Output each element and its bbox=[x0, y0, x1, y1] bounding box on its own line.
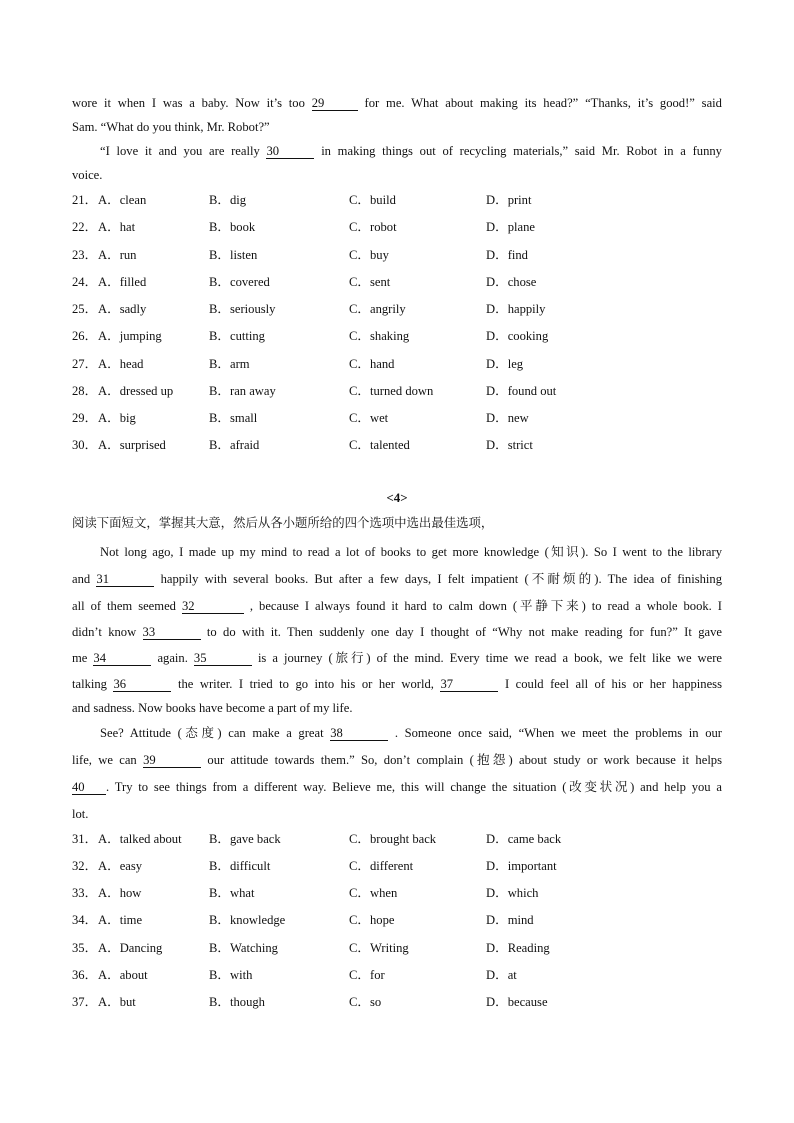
passage-line bbox=[72, 94, 722, 112]
answer-blank-29: 29 bbox=[312, 96, 358, 111]
option-text: D．plane bbox=[486, 220, 535, 234]
option-text: C．Writing bbox=[349, 941, 409, 955]
passage-text: See? Attitude (态度) can make a great bbox=[100, 726, 324, 740]
question-row bbox=[72, 830, 722, 848]
option-text: B．afraid bbox=[209, 438, 260, 452]
option-text: B．cutting bbox=[209, 329, 265, 343]
passage-text: to do with it. Then suddenly one day I thought of “Why not make reading for fun?” It gave bbox=[206, 625, 722, 639]
question-row bbox=[72, 355, 722, 373]
option-text: D．came back bbox=[486, 832, 562, 846]
option-text: C．wet bbox=[349, 411, 389, 425]
option-text: B．difficult bbox=[209, 859, 271, 873]
option-text: 27． bbox=[72, 357, 98, 371]
option-text: D．print bbox=[486, 193, 532, 207]
option-text: A．big bbox=[98, 411, 136, 425]
option-text: C．when bbox=[349, 886, 398, 900]
passage-line bbox=[72, 649, 722, 667]
question-row bbox=[72, 327, 722, 345]
option-text: D．chose bbox=[486, 275, 537, 289]
option-text: D．mind bbox=[486, 913, 534, 927]
answer-blank-31: 31 bbox=[96, 572, 154, 587]
question-row bbox=[72, 382, 722, 400]
question-row bbox=[72, 273, 722, 291]
option-text: A．easy bbox=[98, 859, 143, 873]
option-text: A．Dancing bbox=[98, 941, 163, 955]
answer-blank-38: 38 bbox=[330, 726, 388, 741]
option-text: A．filled bbox=[98, 275, 147, 289]
option-text: C．shaking bbox=[349, 329, 410, 343]
option-text: D．happily bbox=[486, 302, 546, 316]
option-text: 32． bbox=[72, 859, 98, 873]
passage-line bbox=[72, 675, 722, 693]
passage-line: voice. bbox=[72, 168, 103, 182]
option-text: B．seriously bbox=[209, 302, 276, 316]
option-text: C．turned down bbox=[349, 384, 434, 398]
passage-line bbox=[100, 142, 722, 160]
question-row bbox=[72, 191, 722, 209]
option-text: 23． bbox=[72, 248, 98, 262]
option-text: A．run bbox=[98, 248, 137, 262]
option-text: A．jumping bbox=[98, 329, 162, 343]
passage-line: Not long ago, I made up my mind to read a lot of books to get more knowledge (知识). So I went to the library bbox=[100, 545, 722, 559]
option-text: C．hope bbox=[349, 913, 395, 927]
option-text: 24． bbox=[72, 275, 98, 289]
passage-text: for me. What about making its head?” “Thanks, it’s good!” said bbox=[364, 96, 722, 110]
question-row bbox=[72, 218, 722, 236]
option-text: C．hand bbox=[349, 357, 395, 371]
option-text: D．because bbox=[486, 995, 548, 1009]
passage-text: the writer. I tried to go into his or her world, bbox=[177, 677, 434, 691]
question-row bbox=[72, 884, 722, 902]
option-text: A．how bbox=[98, 886, 142, 900]
option-text: B．covered bbox=[209, 275, 270, 289]
question-row bbox=[72, 939, 722, 957]
option-text: C．for bbox=[349, 968, 385, 982]
option-text: D．Reading bbox=[486, 941, 550, 955]
question-row bbox=[72, 857, 722, 875]
passage-line bbox=[100, 724, 722, 742]
option-text: B．with bbox=[209, 968, 253, 982]
passage-text: . Try to see things from a different way. Believe me, this will change the situation (改变状况) and help you a bbox=[106, 780, 722, 794]
option-text: 31． bbox=[72, 832, 98, 846]
option-text: D．find bbox=[486, 248, 528, 262]
option-text: A．about bbox=[98, 968, 148, 982]
option-text: C．so bbox=[349, 995, 382, 1009]
passage-text: all of them seemed bbox=[72, 599, 176, 613]
option-text: B．Watching bbox=[209, 941, 278, 955]
passage-text: our attitude towards them.” So, don’t complain (抱怨) about study or work because it helps bbox=[207, 753, 723, 767]
option-text: D．important bbox=[486, 859, 557, 873]
answer-blank-35: 35 bbox=[194, 651, 252, 666]
option-text: 26． bbox=[72, 329, 98, 343]
option-text: 37． bbox=[72, 995, 98, 1009]
option-text: A．time bbox=[98, 913, 143, 927]
option-text: D．found out bbox=[486, 384, 557, 398]
question-row bbox=[72, 436, 722, 454]
passage-text: talking bbox=[72, 677, 107, 691]
answer-blank-33: 33 bbox=[143, 625, 201, 640]
question-row bbox=[72, 300, 722, 318]
passage-line: lot. bbox=[72, 807, 89, 821]
passage-text: is a journey (旅行) of the mind. Every time we read a book, we felt like we were bbox=[257, 651, 723, 665]
answer-blank-37: 37 bbox=[440, 677, 498, 692]
option-text: C．sent bbox=[349, 275, 391, 289]
option-text: A．dressed up bbox=[98, 384, 174, 398]
option-text: A．but bbox=[98, 995, 136, 1009]
option-text: 21． bbox=[72, 193, 98, 207]
option-text: D．new bbox=[486, 411, 529, 425]
question-row bbox=[72, 993, 722, 1011]
option-text: B．book bbox=[209, 220, 256, 234]
option-text: B．ran away bbox=[209, 384, 276, 398]
passage-text: happily with several books. But after a few days, I felt impatient (不耐烦的). The idea of finishing bbox=[160, 572, 722, 586]
passage-text: life, we can bbox=[72, 753, 137, 767]
answer-blank-36: 36 bbox=[113, 677, 171, 692]
question-row bbox=[72, 246, 722, 264]
passage-text: “I love it and you are really bbox=[100, 144, 260, 158]
option-text: C．build bbox=[349, 193, 396, 207]
option-text: C．brought back bbox=[349, 832, 437, 846]
option-text: A．talked about bbox=[98, 832, 182, 846]
passage-text: wore it when I was a baby. Now it’s too bbox=[72, 96, 305, 110]
passage-text: again. bbox=[157, 651, 188, 665]
passage-line bbox=[72, 778, 722, 796]
option-text: 25． bbox=[72, 302, 98, 316]
passage-line bbox=[72, 570, 722, 588]
option-text: B．small bbox=[209, 411, 258, 425]
section-title: <4> bbox=[386, 490, 408, 505]
question-row bbox=[72, 409, 722, 427]
passage-text: . Someone once said, “When we meet the problems in our bbox=[394, 726, 722, 740]
option-text: D．at bbox=[486, 968, 517, 982]
passage-line bbox=[72, 623, 722, 641]
option-text: 35． bbox=[72, 941, 98, 955]
question-row bbox=[72, 911, 722, 929]
option-text: 29． bbox=[72, 411, 98, 425]
option-text: 34． bbox=[72, 913, 98, 927]
option-text: C．buy bbox=[349, 248, 389, 262]
passage-line bbox=[72, 751, 722, 769]
option-text: C．angrily bbox=[349, 302, 406, 316]
option-text: A．clean bbox=[98, 193, 147, 207]
option-text: C．talented bbox=[349, 438, 410, 452]
option-text: B．arm bbox=[209, 357, 250, 371]
answer-blank-34: 34 bbox=[93, 651, 151, 666]
option-text: D．leg bbox=[486, 357, 524, 371]
option-text: A．hat bbox=[98, 220, 136, 234]
option-text: 30． bbox=[72, 438, 98, 452]
passage-text: me bbox=[72, 651, 88, 665]
option-text: C．robot bbox=[349, 220, 397, 234]
option-text: B．gave back bbox=[209, 832, 281, 846]
passage-text: I could feel all of his or her happiness bbox=[504, 677, 722, 691]
option-text: 36． bbox=[72, 968, 98, 982]
option-text: 33． bbox=[72, 886, 98, 900]
answer-blank-40: 40 bbox=[72, 780, 106, 795]
passage-line bbox=[72, 597, 722, 615]
passage-text: didn’t know bbox=[72, 625, 137, 639]
passage-text: in making things out of recycling materials,” said Mr. Robot in a funny bbox=[321, 144, 722, 158]
option-text: A．head bbox=[98, 357, 144, 371]
option-text: B．what bbox=[209, 886, 255, 900]
option-text: 28． bbox=[72, 384, 98, 398]
option-text: D．cooking bbox=[486, 329, 549, 343]
option-text: A．sadly bbox=[98, 302, 147, 316]
option-text: B．though bbox=[209, 995, 265, 1009]
option-text: A．surprised bbox=[98, 438, 166, 452]
option-text: B．dig bbox=[209, 193, 247, 207]
passage-text: , because I always found it hard to calm down (平静下来) to read a whole book. I bbox=[249, 599, 722, 613]
option-text: D．strict bbox=[486, 438, 533, 452]
option-text: C．different bbox=[349, 859, 414, 873]
passage-line: Sam. “What do you think, Mr. Robot?” bbox=[72, 120, 270, 134]
question-row bbox=[72, 966, 722, 984]
answer-blank-30: 30 bbox=[266, 144, 314, 159]
passage-text: and bbox=[72, 572, 91, 586]
passage-line: and sadness. Now books have become a part of my life. bbox=[72, 701, 353, 715]
option-text: 22． bbox=[72, 220, 98, 234]
option-text: D．which bbox=[486, 886, 539, 900]
answer-blank-39: 39 bbox=[143, 753, 201, 768]
option-text: B．knowledge bbox=[209, 913, 286, 927]
answer-blank-32: 32 bbox=[182, 599, 244, 614]
section-instruction: 阅读下面短文，掌握其大意，然后从各小题所给的四个选项中选出最佳选项， bbox=[72, 515, 494, 530]
option-text: B．listen bbox=[209, 248, 258, 262]
